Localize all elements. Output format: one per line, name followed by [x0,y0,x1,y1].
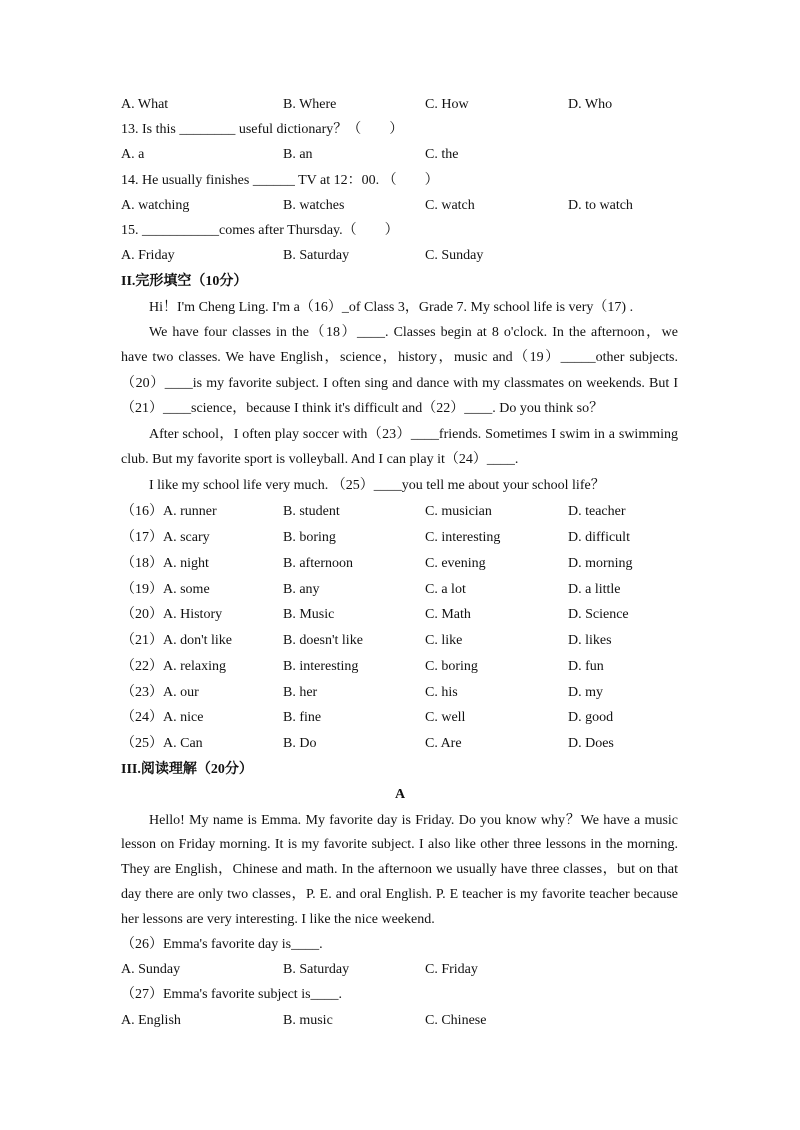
option-d: D. teacher [568,504,626,519]
option-a: （18）A. night [121,556,209,571]
option-d: D. likes [568,633,612,648]
part-label: A [394,787,406,802]
passage-line: her lessons are very interesting. I like the nice weekend. [121,912,435,927]
option-b: B. boring [283,530,336,545]
option-a: A. Friday [121,248,175,263]
option-b: B. Music [283,607,335,622]
passage-line: have two classes. We have English，science，history，music and（19）_____other subjects. [121,350,678,365]
option-d: D. my [568,685,603,700]
option-a: A. English [121,1013,181,1028]
passage-line: Hi！I'm Cheng Ling. I'm a（16）_of Class 3，Grade 7. My school life is very（17) . [149,300,634,315]
question-15-stem: 15. ___________comes after Thursday.（ ） [121,223,399,238]
option-b: B. her [283,685,318,700]
option-c: C. Sunday [425,248,484,263]
option-c: C. Math [425,607,471,622]
passage-line: day there are only two classes，P. E. and oral English. P. E teacher is my favorite teacher because [121,887,678,902]
option-b: B. any [283,582,320,597]
option-c: C. a lot [425,582,466,597]
option-c: C. Chinese [425,1013,487,1028]
option-d: D. to watch [568,198,633,213]
passage-line: They are English，Chinese and math. In the afternoon we usually have three classes，but on that [121,862,678,877]
passage-line: We have four classes in the（18）____. Classes begin at 8 o'clock. In the afternoon，we [149,325,678,340]
option-a: A. watching [121,198,190,213]
option-a: A. a [121,147,145,162]
option-c: C. boring [425,659,478,674]
option-d: D. good [568,710,614,725]
option-c: C. How [425,97,469,112]
option-c: C. musician [425,504,492,519]
option-a: A. What [121,97,169,112]
option-b: B. Saturday [283,962,350,977]
passage-line: After school，I often play soccer with（23）____friends. Sometimes I swim in a swimming [149,427,678,442]
option-d: D. fun [568,659,604,674]
option-a: A. Sunday [121,962,181,977]
option-b: B. watches [283,198,345,213]
passage-line: lesson on Friday morning. It is my favorite subject. I also like other three lessons in the morning. [121,837,678,852]
option-c: C. watch [425,198,475,213]
option-b: B. an [283,147,313,162]
option-b: B. Do [283,736,317,751]
option-b: B. music [283,1013,333,1028]
option-a: （16）A. runner [121,504,217,519]
passage-line: （21）____science，because I think it's difficult and（22）____. Do you think so？ [121,401,604,416]
option-c: C. evening [425,556,486,571]
option-a: （25）A. Can [121,736,203,751]
option-c: C. interesting [425,530,501,545]
option-c: C. the [425,147,459,162]
option-d: D. morning [568,556,633,571]
option-d: D. Does [568,736,614,751]
option-a: （24）A. nice [121,710,204,725]
question-27-stem: （27）Emma's favorite subject is____. [121,987,343,1002]
option-a: （19）A. some [121,582,210,597]
option-d: D. Science [568,607,629,622]
passage-line: （20）____is my favorite subject. I often sing and dance with my classmates on weekends. But I [121,376,678,391]
option-b: B. interesting [283,659,359,674]
section-2-heading: II.完形填空（10分） [121,274,248,289]
passage-line: I like my school life very much. （25）____you tell me about your school life？ [149,478,605,493]
question-14-stem: 14. He usually finishes ______ TV at 12：00. （ ） [121,173,439,188]
option-c: C. Are [425,736,462,751]
option-c: C. well [425,710,466,725]
option-b: B. doesn't like [283,633,363,648]
passage-line: club. But my favorite sport is volleyball. And I can play it（24）____. [121,452,519,467]
question-26-stem: （26）Emma's favorite day is____. [121,937,323,952]
passage-line: Hello! My name is Emma. My favorite day is Friday. Do you know why？We have a music [149,813,678,828]
option-c: C. like [425,633,463,648]
option-b: B. Saturday [283,248,350,263]
option-d: D. Who [568,97,613,112]
option-d: D. a little [568,582,621,597]
option-c: C. his [425,685,458,700]
option-a: （20）A. History [121,607,223,622]
question-13-stem: 13. Is this ________ useful dictionary？（ ） [121,122,404,137]
option-b: B. afternoon [283,556,353,571]
option-c: C. Friday [425,962,478,977]
option-b: B. Where [283,97,337,112]
option-b: B. student [283,504,340,519]
section-3-heading: III.阅读理解（20分） [121,762,253,777]
option-a: （22）A. relaxing [121,659,226,674]
option-a: （17）A. scary [121,530,210,545]
option-a: （21）A. don't like [121,633,233,648]
option-d: D. difficult [568,530,630,545]
option-b: B. fine [283,710,322,725]
option-a: （23）A. our [121,685,199,700]
